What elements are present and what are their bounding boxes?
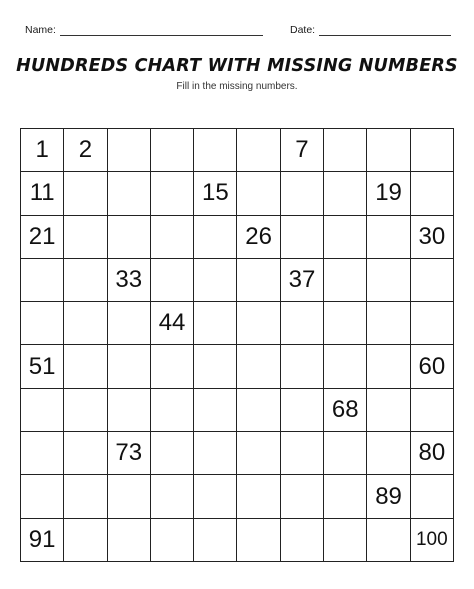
blank-cell[interactable] <box>64 216 107 259</box>
blank-cell[interactable] <box>281 389 324 432</box>
blank-cell[interactable] <box>411 389 454 432</box>
blank-cell[interactable] <box>324 259 367 302</box>
blank-cell[interactable] <box>237 389 280 432</box>
blank-cell[interactable] <box>151 519 194 562</box>
blank-cell[interactable] <box>237 129 280 172</box>
blank-cell[interactable] <box>281 475 324 518</box>
blank-cell[interactable] <box>21 302 64 345</box>
blank-cell[interactable] <box>324 519 367 562</box>
blank-cell[interactable] <box>281 432 324 475</box>
blank-cell[interactable] <box>367 345 410 388</box>
blank-cell[interactable] <box>108 389 151 432</box>
date-field <box>290 24 451 36</box>
blank-cell[interactable] <box>237 475 280 518</box>
blank-cell[interactable] <box>108 216 151 259</box>
blank-cell[interactable] <box>367 519 410 562</box>
blank-cell[interactable] <box>21 475 64 518</box>
blank-cell[interactable] <box>411 172 454 215</box>
number-cell: 30 <box>411 216 454 259</box>
number-cell: 26 <box>237 216 280 259</box>
blank-cell[interactable] <box>237 519 280 562</box>
blank-cell[interactable] <box>281 302 324 345</box>
blank-cell[interactable] <box>108 129 151 172</box>
page-title: HUNDREDS CHART WITH MISSING NUMBERS <box>16 56 458 76</box>
blank-cell[interactable] <box>194 129 237 172</box>
blank-cell[interactable] <box>367 432 410 475</box>
date-blank-line[interactable] <box>319 24 451 36</box>
blank-cell[interactable] <box>64 345 107 388</box>
blank-cell[interactable] <box>237 302 280 345</box>
number-cell: 91 <box>21 519 64 562</box>
blank-cell[interactable] <box>411 302 454 345</box>
blank-cell[interactable] <box>194 475 237 518</box>
blank-cell[interactable] <box>64 432 107 475</box>
number-cell: 37 <box>281 259 324 302</box>
blank-cell[interactable] <box>151 475 194 518</box>
blank-cell[interactable] <box>21 259 64 302</box>
blank-cell[interactable] <box>151 172 194 215</box>
blank-cell[interactable] <box>367 259 410 302</box>
blank-cell[interactable] <box>151 129 194 172</box>
blank-cell[interactable] <box>151 432 194 475</box>
blank-cell[interactable] <box>151 389 194 432</box>
number-cell: 21 <box>21 216 64 259</box>
blank-cell[interactable] <box>411 475 454 518</box>
blank-cell[interactable] <box>194 519 237 562</box>
blank-cell[interactable] <box>194 216 237 259</box>
number-cell: 73 <box>108 432 151 475</box>
blank-cell[interactable] <box>21 389 64 432</box>
blank-cell[interactable] <box>194 389 237 432</box>
blank-cell[interactable] <box>21 432 64 475</box>
blank-cell[interactable] <box>324 432 367 475</box>
name-field <box>25 24 263 36</box>
blank-cell[interactable] <box>367 302 410 345</box>
blank-cell[interactable] <box>108 475 151 518</box>
blank-cell[interactable] <box>194 259 237 302</box>
blank-cell[interactable] <box>194 302 237 345</box>
number-cell: 51 <box>21 345 64 388</box>
header-fields <box>25 24 453 40</box>
blank-cell[interactable] <box>64 475 107 518</box>
blank-cell[interactable] <box>108 519 151 562</box>
blank-cell[interactable] <box>151 345 194 388</box>
blank-cell[interactable] <box>411 129 454 172</box>
blank-cell[interactable] <box>324 345 367 388</box>
blank-cell[interactable] <box>281 172 324 215</box>
number-cell: 68 <box>324 389 367 432</box>
blank-cell[interactable] <box>367 129 410 172</box>
blank-cell[interactable] <box>64 172 107 215</box>
blank-cell[interactable] <box>108 172 151 215</box>
number-cell: 7 <box>281 129 324 172</box>
blank-cell[interactable] <box>324 129 367 172</box>
blank-cell[interactable] <box>64 519 107 562</box>
number-cell: 1 <box>21 129 64 172</box>
blank-cell[interactable] <box>64 259 107 302</box>
hundreds-chart-grid <box>20 128 454 562</box>
blank-cell[interactable] <box>237 345 280 388</box>
number-cell: 44 <box>151 302 194 345</box>
blank-cell[interactable] <box>324 475 367 518</box>
blank-cell[interactable] <box>237 172 280 215</box>
blank-cell[interactable] <box>237 432 280 475</box>
blank-cell[interactable] <box>367 389 410 432</box>
blank-cell[interactable] <box>281 345 324 388</box>
number-cell: 2 <box>64 129 107 172</box>
blank-cell[interactable] <box>194 432 237 475</box>
number-cell: 100 <box>411 519 454 562</box>
blank-cell[interactable] <box>281 216 324 259</box>
page-subtitle: Fill in the missing numbers. <box>176 81 298 92</box>
blank-cell[interactable] <box>411 259 454 302</box>
date-label: Date: <box>290 24 316 36</box>
number-cell: 33 <box>108 259 151 302</box>
number-cell: 60 <box>411 345 454 388</box>
number-cell: 11 <box>21 172 64 215</box>
name-blank-line[interactable] <box>60 24 263 36</box>
blank-cell[interactable] <box>64 302 107 345</box>
name-label: Name: <box>25 24 56 36</box>
number-cell: 80 <box>411 432 454 475</box>
number-cell: 19 <box>367 172 410 215</box>
blank-cell[interactable] <box>324 172 367 215</box>
blank-cell[interactable] <box>281 519 324 562</box>
number-cell: 15 <box>194 172 237 215</box>
blank-cell[interactable] <box>324 216 367 259</box>
blank-cell[interactable] <box>324 302 367 345</box>
blank-cell[interactable] <box>108 302 151 345</box>
blank-cell[interactable] <box>237 259 280 302</box>
blank-cell[interactable] <box>194 345 237 388</box>
blank-cell[interactable] <box>151 216 194 259</box>
blank-cell[interactable] <box>64 389 107 432</box>
blank-cell[interactable] <box>108 345 151 388</box>
blank-cell[interactable] <box>367 216 410 259</box>
blank-cell[interactable] <box>151 259 194 302</box>
number-cell: 89 <box>367 475 410 518</box>
